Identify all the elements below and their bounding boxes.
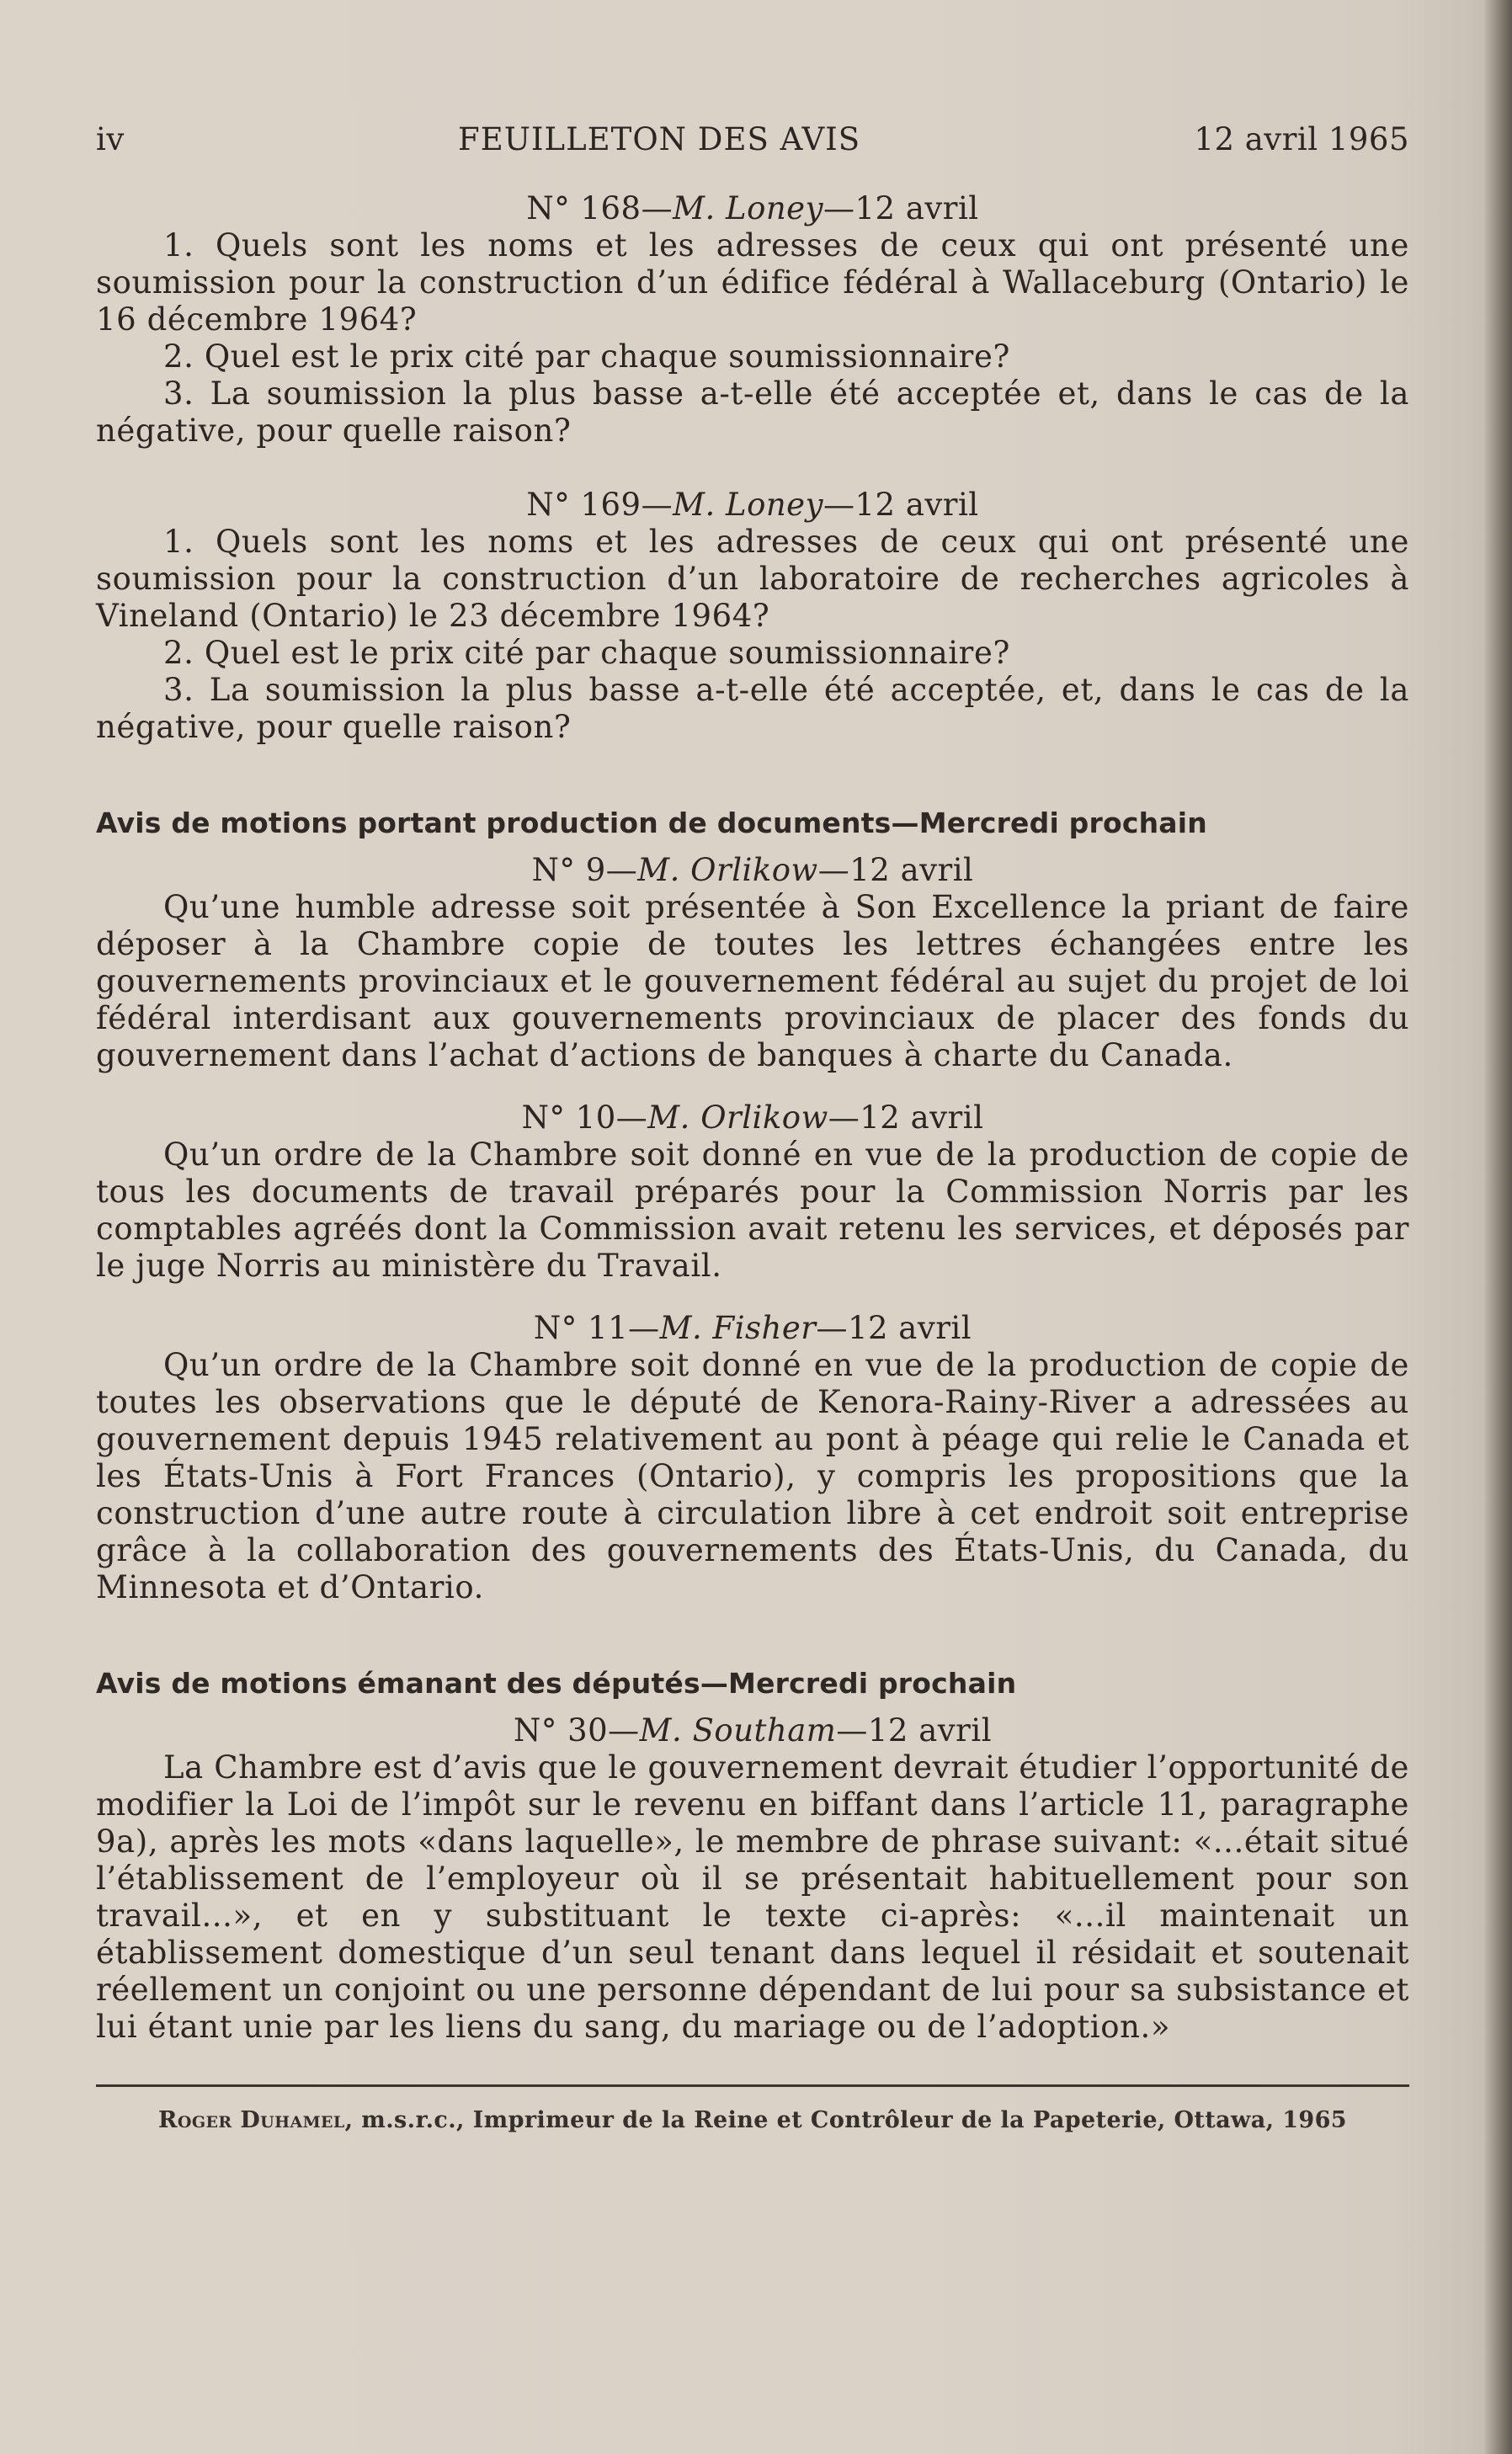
page-number: iv: [96, 121, 125, 157]
motion-11: [96, 1310, 1409, 1606]
printer-details: , m.s.r.c., Imprimeur de la Reine et Contrôleur de la Papeterie, Ottawa, 1965: [344, 2107, 1347, 2133]
motion-heading: N° 9—M. Orlikow—12 avril: [531, 852, 974, 888]
question-item: 1. Quels sont les noms et les adresses de ceux qui ont présenté une soumission pour la construction d’un édifice fédéral à Wallaceburg (Ontario) le 16 décembre 1964?: [96, 227, 1409, 338]
section-heading-documents: Avis de motions portant production de documents—Mercredi prochain: [96, 806, 1207, 839]
motion-text: Qu’une humble adresse soit présentée à Son Excellence la priant de faire déposer à la Chambre copie de toutes les lettres échangées entre les gouvernements provinciaux et le gouvernement fédéral au sujet du projet de loi fédéral interdisant aux gouvernements provinciaux de placer des fonds du gouvernement dans l’achat d’actions de banques à charte du Canada.: [96, 889, 1409, 1073]
question-item: 2. Quel est le prix cité par chaque soumissionnaire?: [163, 635, 1010, 671]
section-heading-deputies: Avis de motions émanant des députés—Mercredi prochain: [96, 1667, 1017, 1700]
motion-text: Qu’un ordre de la Chambre soit donné en vue de la production de copie de tous les documents de travail préparés pour la Commission Norris par les comptables agréés dont la Commission avait retenu les services, et déposés par le juge Norris au ministère du Travail.: [96, 1137, 1409, 1284]
header-title: FEUILLETON DES AVIS: [458, 121, 861, 157]
motion-heading: N° 30—M. Southam—12 avril: [513, 1712, 993, 1749]
printer-name: Roger Duhamel: [158, 2107, 345, 2133]
question-heading: N° 168—M. Loney—12 avril: [526, 190, 979, 226]
question-168: [96, 190, 1409, 450]
question-heading: N° 169—M. Loney—12 avril: [526, 487, 979, 523]
running-header: [96, 114, 1409, 165]
motion-text: La Chambre est d’avis que le gouvernement devrait étudier l’opportunité de modifier la Loi de l’impôt sur le revenu en biffant dans l’article 11, paragraphe 9a), après les mots «dans laquelle», le membre de phrase suivant: «...était situé l’établissement de l’employeur où il se présentait habituellement pour son travail...», et en y substituant le texte ci-après: «...il maintenait un établissement domestique d’un seul tenant dans lequel il résidait et soutenait réellement un conjoint ou une personne dépendant de lui pour sa subsistance et lui étant unie par les liens du sang, du mariage ou de l’adoption.»: [96, 1749, 1409, 2045]
motion-9: [96, 852, 1409, 1074]
question-item: 3. La soumission la plus basse a-t-elle été acceptée et, dans le cas de la négative, pour quelle raison?: [96, 375, 1409, 449]
motion-heading: N° 11—M. Fisher—12 avril: [533, 1310, 972, 1346]
printer-footer: [96, 2104, 1409, 2137]
motion-30: [96, 1712, 1409, 2046]
page-edge-shadow: [1483, 0, 1512, 2454]
question-169: [96, 487, 1409, 746]
motion-10: [96, 1099, 1409, 1285]
motion-heading: N° 10—M. Orlikow—12 avril: [521, 1099, 984, 1136]
question-item: 2. Quel est le prix cité par chaque soumissionnaire?: [163, 338, 1010, 375]
question-item: 1. Quels sont les noms et les adresses de ceux qui ont présenté une soumission pour la construction d’un laboratoire de recherches agricoles à Vineland (Ontario) le 23 décembre 1964?: [96, 524, 1409, 634]
document-body: [96, 114, 1409, 2137]
question-item: 3. La soumission la plus basse a-t-elle été acceptée, et, dans le cas de la négative, pour quelle raison?: [96, 672, 1409, 745]
header-date: 12 avril 1965: [1194, 121, 1409, 157]
motion-text: Qu’un ordre de la Chambre soit donné en vue de la production de copie de toutes les observations que le député de Kenora-Rainy-River a adressées au gouvernement depuis 1945 relativement au pont à péage qui relie le Canada et les États-Unis à Fort Frances (Ontario), y compris les propositions que la construction d’une autre route à circulation libre à cet endroit soit entreprise grâce à la collaboration des gouvernements des États-Unis, du Canada, du Minnesota et d’Ontario.: [96, 1347, 1409, 1605]
